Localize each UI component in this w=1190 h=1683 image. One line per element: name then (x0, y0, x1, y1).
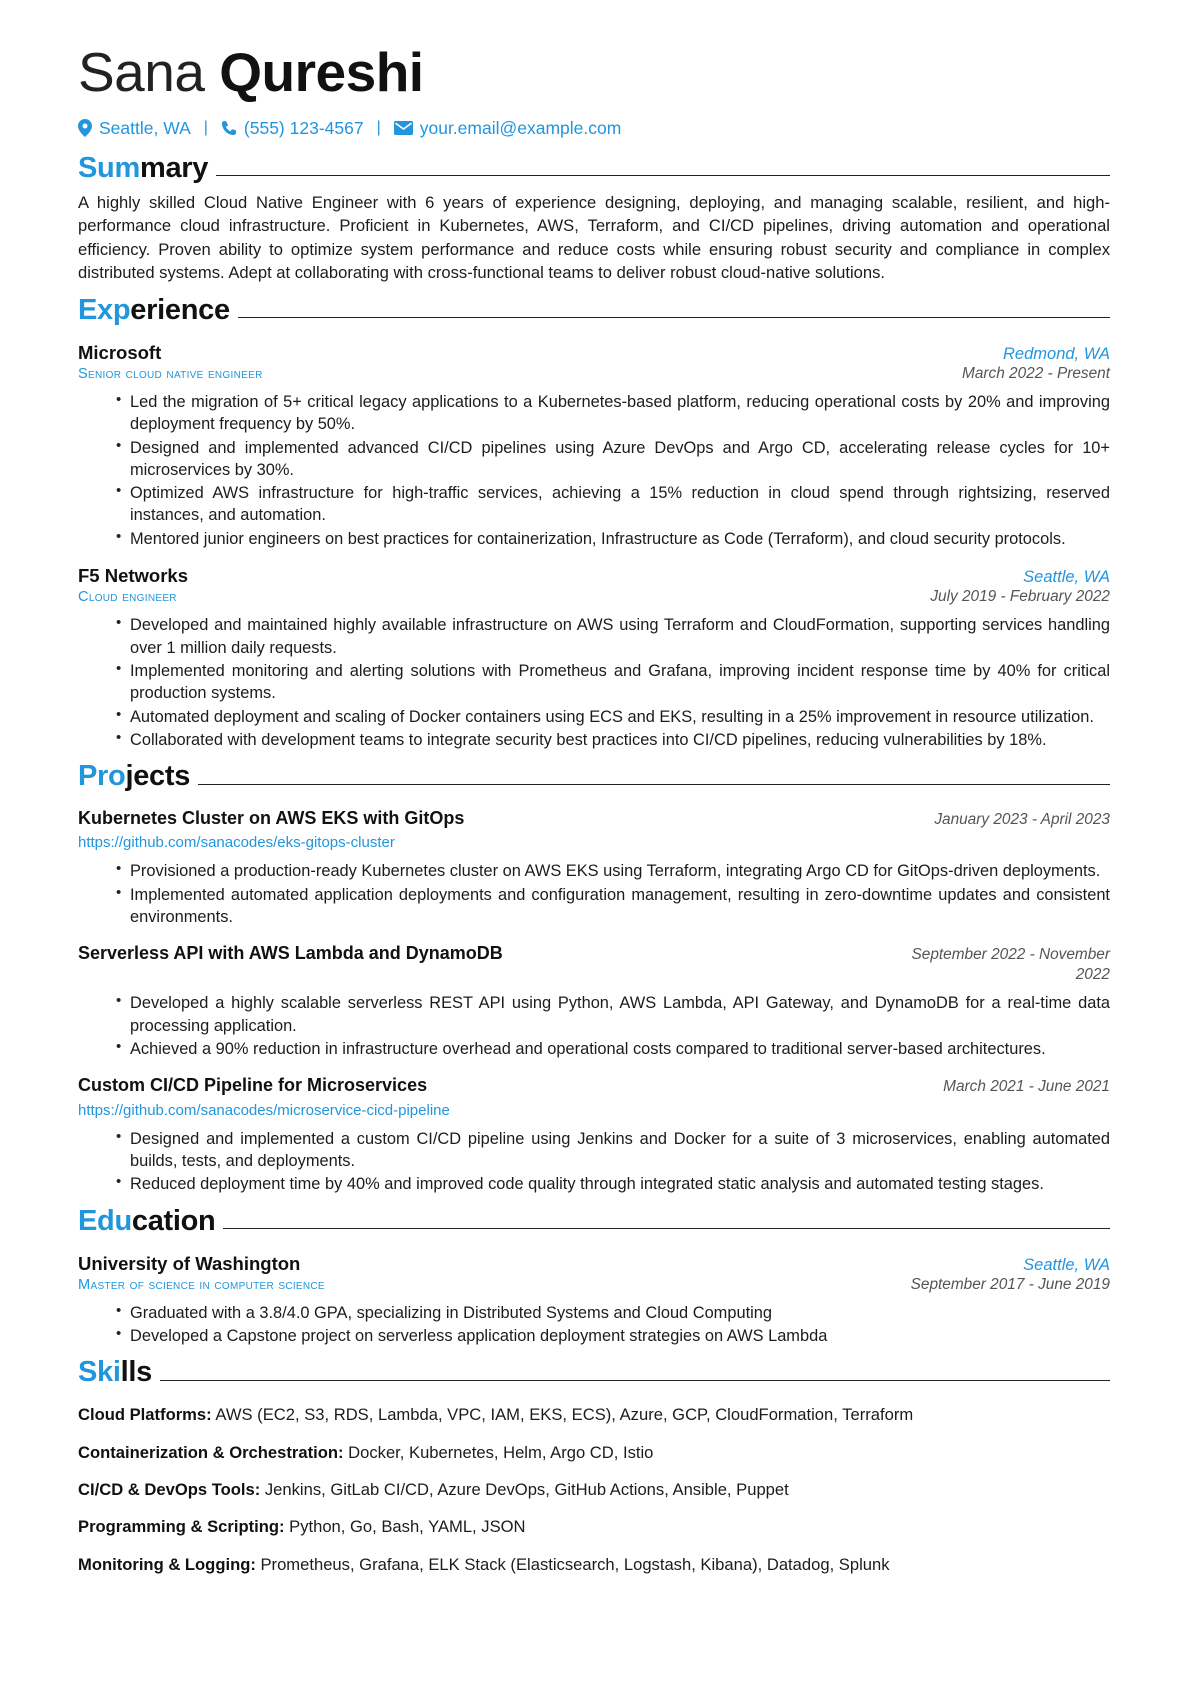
skill-value: Jenkins, GitLab CI/CD, Azure DevOps, GitHub Actions, Ansible, Puppet (260, 1479, 789, 1499)
skill-row (78, 1404, 1110, 1426)
project-dates: January 2023 - April 2023 (934, 811, 1110, 829)
job-title: Senior cloud native engineer (78, 365, 263, 382)
list-item: • Reduced deployment time by 40% and improved code quality through integrated static analysis and automated testing stages. (116, 1173, 1110, 1195)
entry-header-row (78, 807, 1110, 830)
bullet-list (78, 1302, 1110, 1348)
heading-prefix: Edu (78, 1204, 132, 1237)
summary-text: A highly skilled Cloud Native Engineer with 6 years of experience designing, deploying, and managing scalable, resilient, and high-performance cloud infrastructure. Proficient in Kubernetes, AWS, Terraform, and CI/CD pipelines, driving automation and operational efficiency. Proven ability to optimize system performance and reduce costs while ensuring robust security and compliance in complex distributed systems. Adept at collaborating with cross-functional teams to deliver robust cloud-native solutions. (78, 192, 1110, 283)
skill-value: AWS (EC2, S3, RDS, Lambda, VPC, IAM, EKS, ECS), Azure, GCP, CloudFormation, Terraform (211, 1405, 914, 1425)
bullet-list (78, 614, 1110, 751)
page-title (78, 41, 1110, 103)
education-dates: September 2017 - June 2019 (910, 1275, 1110, 1293)
job-dates: March 2022 - Present (962, 364, 1110, 382)
contact-phone (221, 118, 364, 139)
heading-suffix: cation (131, 1204, 216, 1237)
project-url[interactable]: https://github.com/sanacodes/eks-gitops-cluster (78, 834, 395, 852)
list-item: • Collaborated with development teams to integrate security best practices into CI/CD pipelines, reducing vulnerabilities by 18%. (116, 729, 1110, 751)
list-item: • Graduated with a 3.8/4.0 GPA, specializing in Distributed Systems and Cloud Computing (116, 1302, 1110, 1324)
experience-entry (78, 564, 1110, 751)
heading-suffix: mary (139, 151, 209, 184)
entry-header-row (78, 564, 1110, 587)
list-item: • Automated deployment and scaling of Docker containers using ECS and EKS, resulting in a 25% improvement in resource utilization. (116, 706, 1110, 728)
project-entry (78, 942, 1110, 1060)
list-item: • Implemented automated application deployments and configuration management, resulting in zero-downtime updates and consistent environments. (116, 884, 1110, 929)
skill-label: Monitoring & Logging: (78, 1554, 256, 1574)
entry-subheader-row (78, 364, 1110, 384)
entry-header-row (78, 341, 1110, 364)
list-item: • Led the migration of 5+ critical legacy applications to a Kubernetes-based platform, reducing operational costs by 20% and improving deployment frequency by 50%. (116, 391, 1110, 436)
section-heading-skills (78, 1357, 1110, 1389)
contact-bar (78, 118, 1110, 139)
project-title: Kubernetes Cluster on AWS EKS with GitOps (78, 808, 465, 829)
skill-label: Cloud Platforms: (78, 1405, 212, 1425)
section-heading-projects (78, 761, 1110, 793)
contact-email[interactable] (394, 118, 622, 139)
skill-value: Docker, Kubernetes, Helm, Argo CD, Istio (343, 1442, 654, 1462)
list-item: • Implemented monitoring and alerting solutions with Prometheus and Grafana, improving incident response time by 40% for critical production systems. (116, 660, 1110, 705)
entry-subheader-row (78, 587, 1110, 607)
skill-row (78, 1479, 1110, 1501)
section-summary (78, 153, 1110, 285)
heading-prefix: Sum (78, 151, 140, 184)
section-rule (198, 784, 1110, 785)
list-item: • Developed a highly scalable serverless REST API using Python, AWS Lambda, API Gateway, and DynamoDB for a real-time data processing application. (116, 992, 1110, 1037)
school-location: Seattle, WA (1023, 1255, 1110, 1274)
job-title: Cloud engineer (78, 589, 177, 606)
project-title: Serverless API with AWS Lambda and DynamoDB (78, 943, 503, 964)
section-rule (223, 1228, 1110, 1229)
degree-title: Master of science in computer science (78, 1276, 325, 1293)
last-name: Qureshi (219, 41, 424, 103)
school-name: University of Washington (78, 1252, 301, 1274)
contact-separator-2: | (376, 119, 381, 137)
project-entry (78, 807, 1110, 928)
entry-header-row (78, 942, 1110, 985)
bullet-list (78, 860, 1110, 928)
company-location: Seattle, WA (1023, 568, 1110, 587)
company-location: Redmond, WA (1003, 344, 1110, 363)
bullet-list (78, 391, 1110, 550)
phone-text: (555) 123-4567 (243, 117, 364, 138)
heading-prefix: Ski (78, 1356, 121, 1389)
section-heading-experience (78, 295, 1110, 327)
entry-header-row (78, 1074, 1110, 1097)
project-url[interactable]: https://github.com/sanacodes/microservice-cicd-pipeline (78, 1101, 450, 1119)
bullet-list (78, 992, 1110, 1060)
contact-location (78, 118, 191, 139)
bullet-list (78, 1128, 1110, 1196)
list-item: • Designed and implemented advanced CI/CD pipelines using Azure DevOps and Argo CD, accelerating release cycles for 10+ microservices by 30%. (116, 437, 1110, 482)
list-item: • Provisioned a production-ready Kubernetes cluster on AWS EKS using Terraform, integrating Argo CD for GitOps-driven deployments. (116, 860, 1110, 882)
section-education (78, 1206, 1110, 1348)
location-text: Seattle, WA (99, 117, 191, 138)
section-heading-summary (78, 153, 1110, 185)
project-dates: September 2022 - November 2022 (911, 946, 1110, 984)
skill-label: Programming & Scripting: (78, 1517, 285, 1537)
list-item: • Developed and maintained highly available infrastructure on AWS using Terraform and CloudFormation, supporting services handling over 1 million daily requests. (116, 614, 1110, 659)
skill-row (78, 1442, 1110, 1464)
experience-entry (78, 341, 1110, 550)
education-entry (78, 1252, 1110, 1348)
skill-value: Prometheus, Grafana, ELK Stack (Elasticsearch, Logstash, Kibana), Datadog, Splunk (255, 1554, 890, 1574)
section-rule (160, 1380, 1110, 1381)
project-title: Custom CI/CD Pipeline for Microservices (78, 1075, 428, 1096)
entry-subheader-row (78, 1275, 1110, 1295)
skill-row (78, 1554, 1110, 1576)
map-pin-icon (78, 119, 92, 137)
heading-prefix: Exp (78, 293, 131, 326)
contact-separator-1: | (203, 119, 208, 137)
heading-suffix: lls (120, 1356, 152, 1389)
email-text: your.email@example.com (419, 117, 622, 138)
job-dates: July 2019 - February 2022 (930, 588, 1110, 606)
section-heading-education (78, 1206, 1110, 1238)
company-name: Microsoft (78, 341, 162, 363)
list-item: • Developed a Capstone project on serverless application deployment strategies on AWS Lambda (116, 1325, 1110, 1347)
list-item: • Mentored junior engineers on best practices for containerization, Infrastructure as Code (Terraform), and cloud security protocols. (116, 528, 1110, 550)
company-name: F5 Networks (78, 565, 189, 587)
skill-label: CI/CD & DevOps Tools: (78, 1479, 261, 1499)
skill-row (78, 1516, 1110, 1538)
section-experience (78, 295, 1110, 751)
section-rule (238, 317, 1110, 318)
project-dates: March 2021 - June 2021 (943, 1078, 1110, 1096)
skill-value: Python, Go, Bash, YAML, JSON (284, 1517, 526, 1537)
list-item: • Optimized AWS infrastructure for high-traffic services, achieving a 15% reduction in cloud spend through rightsizing, reserved instances, and automation. (116, 482, 1110, 527)
entry-header-row (78, 1252, 1110, 1275)
section-skills (78, 1357, 1110, 1576)
section-rule (216, 175, 1110, 176)
list-item: • Achieved a 90% reduction in infrastructure overhead and operational costs compared to traditional server-based architectures. (116, 1038, 1110, 1060)
heading-suffix: erience (130, 293, 230, 326)
phone-icon (221, 120, 237, 136)
section-projects (78, 761, 1110, 1196)
project-entry (78, 1074, 1110, 1195)
skill-label: Containerization & Orchestration: (78, 1442, 344, 1462)
heading-prefix: Pro (78, 760, 126, 793)
heading-suffix: jects (125, 760, 191, 793)
list-item: • Designed and implemented a custom CI/CD pipeline using Jenkins and Docker for a suite of 3 microservices, enabling automated builds, tests, and deployments. (116, 1128, 1110, 1173)
envelope-icon (394, 121, 413, 135)
first-name: Sana (78, 41, 220, 103)
